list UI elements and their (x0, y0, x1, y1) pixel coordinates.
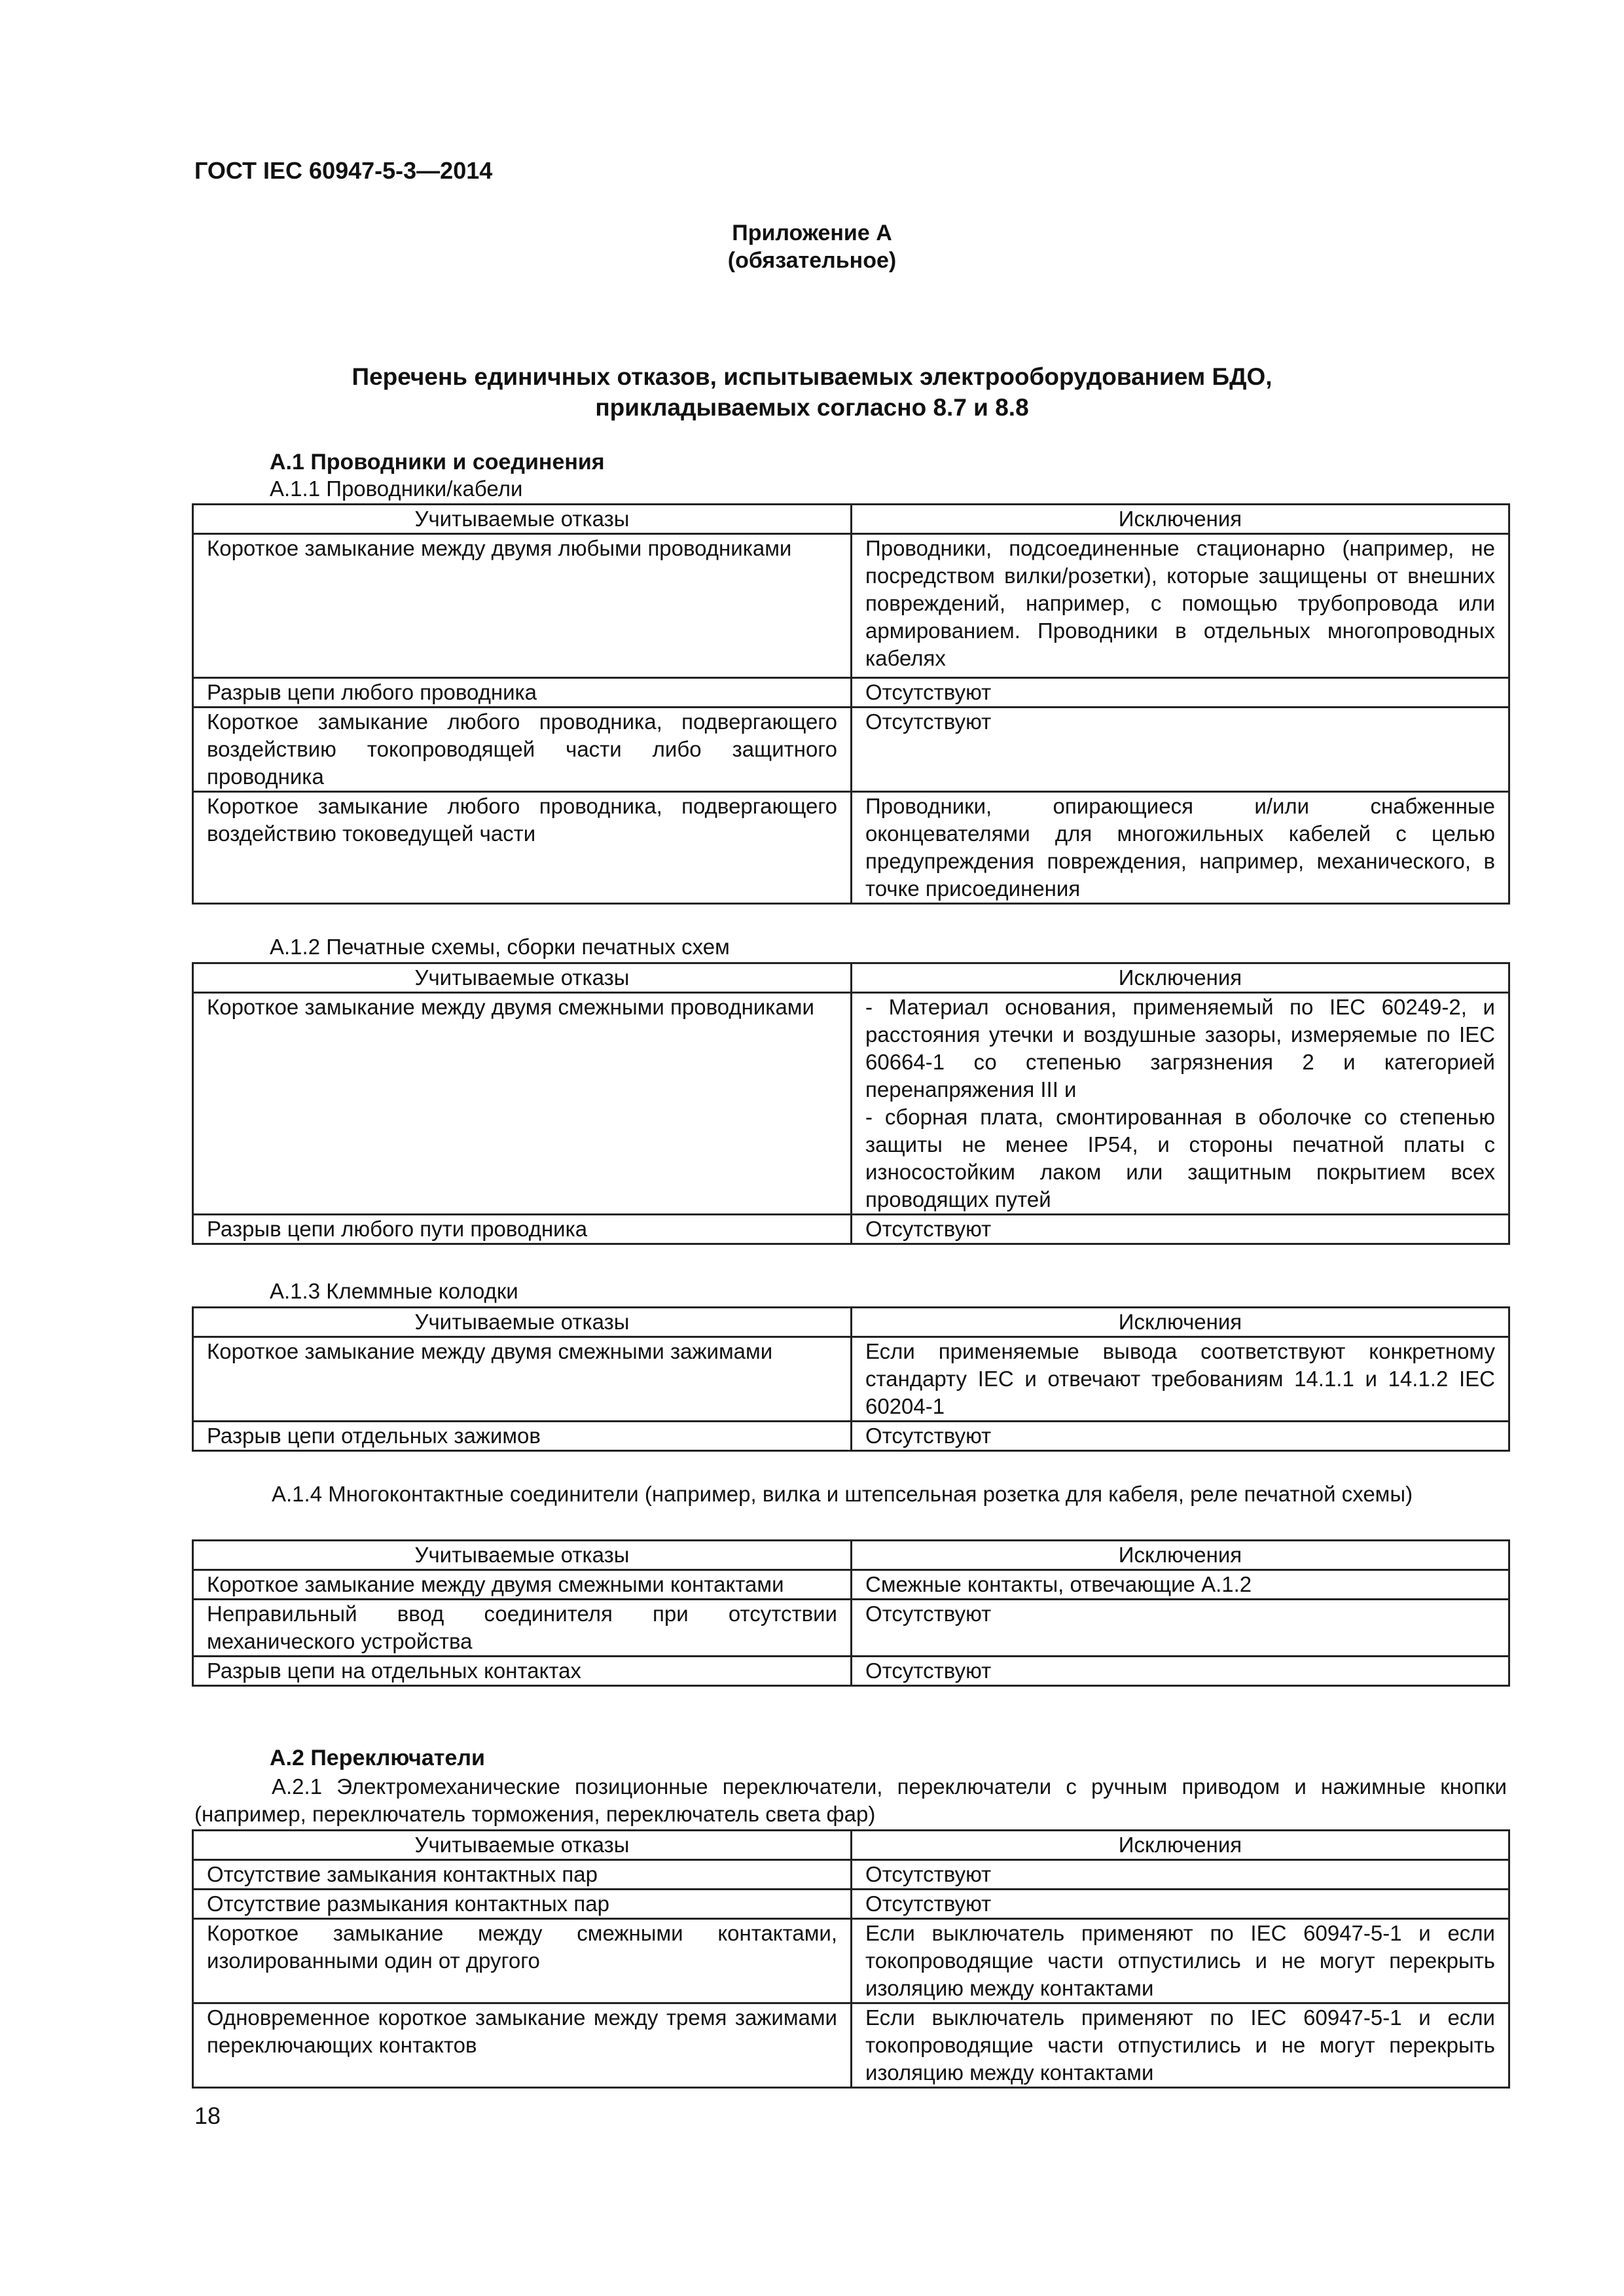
exclusion-cell: Отсутствуют (852, 1600, 1509, 1657)
exclusion-cell: Отсутствуют (852, 708, 1509, 792)
fault-cell: Короткое замыкание любого проводника, подвергающего воздействию токоведущей части (193, 792, 852, 904)
fault-cell: Короткое замыкание между смежными контактами, изолированными один от другого (193, 1919, 852, 2003)
header-exclusions: Исключения (852, 1308, 1509, 1337)
fault-cell: Разрыв цепи любого проводника (193, 678, 852, 708)
fault-cell: Отсутствие замыкания контактных пар (193, 1860, 852, 1890)
table-row (193, 1657, 1509, 1686)
table-row (193, 1215, 1509, 1244)
section-a2-1-title: А.2.1 Электромеханические позиционные переключатели, переключатели с ручным приводом и нажимные кнопки (например, переключатель торможения, переключатель света фар) (194, 1774, 1507, 1826)
document-code: ГОСТ IEC 60947-5-3—2014 (194, 157, 493, 184)
table-a1-3 (192, 1306, 1510, 1452)
header-faults: Учитываемые отказы (193, 1831, 852, 1860)
exclusion-item: - Материал основания, применяемый по IEC 60249-2, и расстояния утечки и воздушные зазоры, измеряемые по IEC 60664-1 со степенью загрязнения 2 и категорией перенапряжения III и (865, 995, 1495, 1102)
exclusion-cell (852, 993, 1509, 1215)
page-title (0, 361, 1624, 423)
exclusion-item: - сборная плата, смонтированная в оболочке со степенью защиты не менее IP54, и стороны печатной платы с износостойким лаком или защитным покрытием всех проводящих путей (865, 1105, 1495, 1211)
exclusion-cell: Отсутствуют (852, 678, 1509, 708)
table-header-row (193, 505, 1509, 534)
fault-cell: Короткое замыкание между двумя смежными проводниками (193, 993, 852, 1215)
fault-cell: Разрыв цепи отдельных зажимов (193, 1422, 852, 1451)
section-a1-2-title: А.1.2 Печатные схемы, сборки печатных схем (270, 935, 730, 959)
section-a1-3-title: А.1.3 Клеммные колодки (270, 1279, 518, 1303)
table-a1-4 (192, 1539, 1510, 1687)
table-header-row (193, 1308, 1509, 1337)
table-row (193, 708, 1509, 792)
fault-cell: Короткое замыкание между двумя любыми проводниками (193, 534, 852, 678)
fault-cell: Отсутствие размыкания контактных пар (193, 1890, 852, 1919)
annex-heading (0, 219, 1624, 274)
table-row (193, 993, 1509, 1215)
exclusion-cell: Отсутствуют (852, 1422, 1509, 1451)
exclusion-cell: Смежные контакты, отвечающие А.1.2 (852, 1570, 1509, 1600)
exclusion-cell: Отсутствуют (852, 1215, 1509, 1244)
exclusion-cell: Если выключатель применяют по IEC 60947-5-1 и если токопроводящие части отпустились и не могут перекрыть изоляцию между контактами (852, 2003, 1509, 2088)
header-faults: Учитываемые отказы (193, 1308, 852, 1337)
table-row (193, 678, 1509, 708)
fault-cell: Короткое замыкание любого проводника, подвергающего воздействию токопроводящей части либо защитного проводника (193, 708, 852, 792)
header-faults: Учитываемые отказы (193, 1541, 852, 1570)
exclusion-cell: Отсутствуют (852, 1890, 1509, 1919)
table-header-row (193, 1541, 1509, 1570)
table-row (193, 1890, 1509, 1919)
section-a1-title: А.1 Проводники и соединения (270, 450, 605, 475)
exclusion-cell: Отсутствуют (852, 1657, 1509, 1686)
table-row (193, 792, 1509, 904)
table-row (193, 1600, 1509, 1657)
fault-cell: Короткое замыкание между двумя смежными контактами (193, 1570, 852, 1600)
table-a1-1 (192, 503, 1510, 905)
table-row (193, 1919, 1509, 2003)
annex-type: (обязательное) (727, 248, 897, 273)
table-row (193, 1860, 1509, 1890)
exclusion-cell: Проводники, опирающиеся и/или снабженные оконцевателями для многожильных кабелей с целью предупреждения повреждения, например, механического, в точке присоединения (852, 792, 1509, 904)
fault-cell: Разрыв цепи на отдельных контактах (193, 1657, 852, 1686)
header-exclusions: Исключения (852, 963, 1509, 993)
table-row (193, 1570, 1509, 1600)
section-a1-1-title: А.1.1 Проводники/кабели (270, 476, 523, 501)
title-line-1: Перечень единичных отказов, испытываемых электрооборудованием БДО, (352, 363, 1272, 390)
annex-label: Приложение А (732, 221, 892, 245)
fault-cell: Одновременное короткое замыкание между тремя зажимами переключающих контактов (193, 2003, 852, 2088)
section-a2-title: А.2 Переключатели (270, 1746, 485, 1770)
fault-cell: Неправильный ввод соединителя при отсутствии механического устройства (193, 1600, 852, 1657)
table-header-row (193, 1831, 1509, 1860)
table-row (193, 534, 1509, 678)
title-line-2: прикладываемых согласно 8.7 и 8.8 (595, 394, 1029, 421)
exclusion-cell: Если применяемые вывода соответствуют конкретному стандарту IEC и отвечают требованиям 14.1.1 и 14.1.2 IEC 60204-1 (852, 1337, 1509, 1422)
page-number: 18 (194, 2102, 221, 2129)
exclusion-cell: Если выключатель применяют по IEC 60947-5-1 и если токопроводящие части отпустились и не могут перекрыть изоляцию между контактами (852, 1919, 1509, 2003)
header-faults: Учитываемые отказы (193, 505, 852, 534)
exclusion-cell: Проводники, подсоединенные стационарно (например, не посредством вилки/розетки), которые защищены от внешних повреждений, например, с помощью трубопровода или армированием. Проводники в отдельных многопроводных кабелях (852, 534, 1509, 678)
table-header-row (193, 963, 1509, 993)
table-a1-2 (192, 962, 1510, 1245)
header-exclusions: Исключения (852, 1831, 1509, 1860)
section-a1-4-title: А.1.4 Многоконтактные соединители (например, вилка и штепсельная розетка для кабеля, реле печатной схемы) (272, 1482, 1413, 1506)
fault-cell: Разрыв цепи любого пути проводника (193, 1215, 852, 1244)
fault-cell: Короткое замыкание между двумя смежными зажимами (193, 1337, 852, 1422)
header-faults: Учитываемые отказы (193, 963, 852, 993)
header-exclusions: Исключения (852, 1541, 1509, 1570)
table-row (193, 1337, 1509, 1422)
table-row (193, 1422, 1509, 1451)
exclusion-cell: Отсутствуют (852, 1860, 1509, 1890)
table-row (193, 2003, 1509, 2088)
header-exclusions: Исключения (852, 505, 1509, 534)
table-a2-1 (192, 1829, 1510, 2089)
